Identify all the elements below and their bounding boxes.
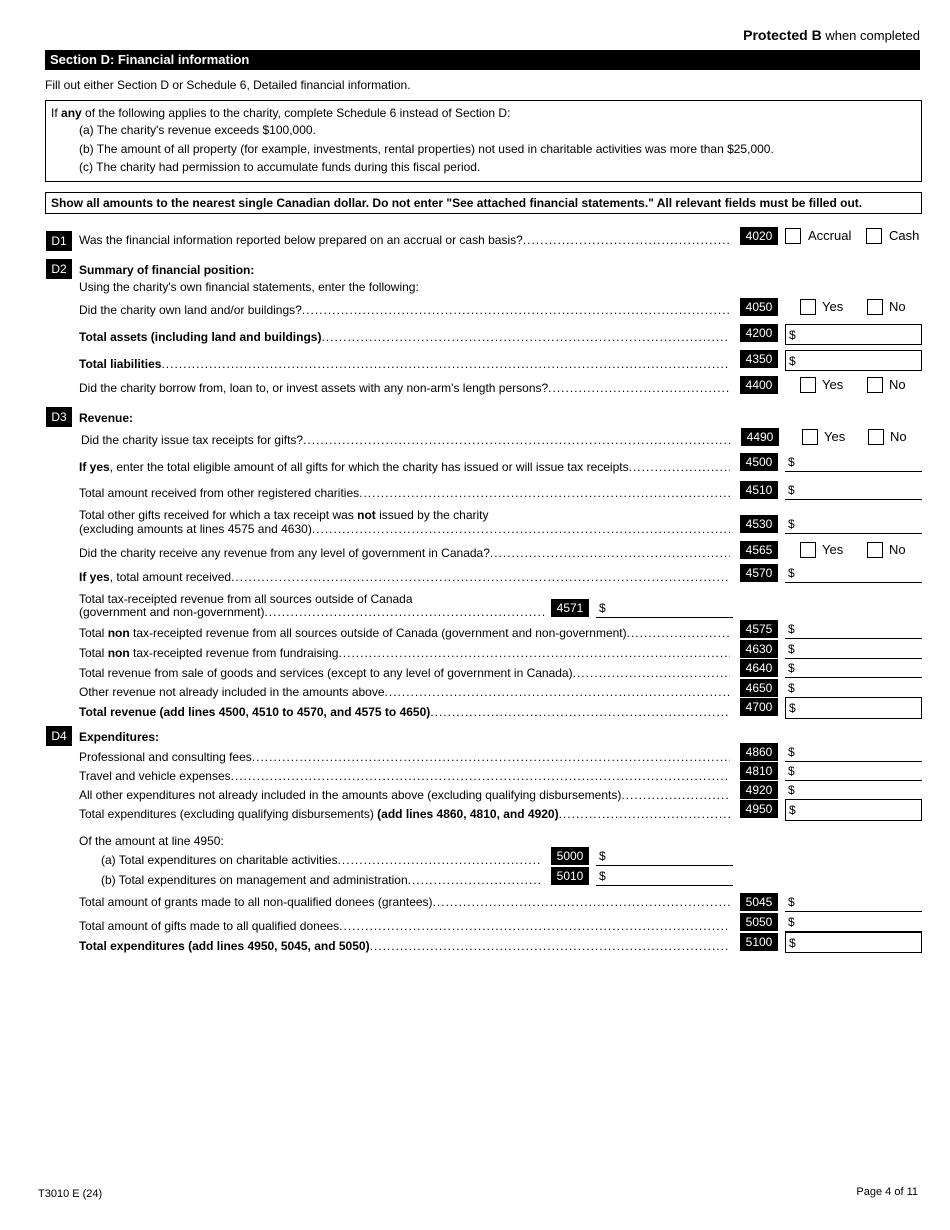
receipts-yes-checkbox[interactable] <box>802 429 818 445</box>
cash-checkbox[interactable] <box>866 228 882 244</box>
all-other-row: All other expenditures not already included in the amounts above (excluding qualifying disbursements) ..... <box>79 788 730 802</box>
grants-row: Total amount of grants made to all non-qualified donees (grantees) ..... <box>79 895 730 909</box>
other-gifts-row: (excluding amounts at lines 4575 and 4630) ..... <box>79 522 730 536</box>
notice-item-c: (c) The charity had permission to accumulate funds during this fiscal period. <box>79 160 481 174</box>
d2-code: D2 <box>46 259 72 279</box>
field-4920[interactable]: $ <box>785 780 922 800</box>
field-4950[interactable]: $ <box>785 799 922 821</box>
line-4575: 4575 <box>740 620 778 638</box>
borrow-question-row: Did the charity borrow from, loan to, or invest assets with any non-arm's length persons? ..... <box>79 381 730 395</box>
land-yes-label: Yes <box>822 299 844 314</box>
line-5100: 5100 <box>740 933 778 951</box>
field-4510[interactable]: $ <box>785 480 922 500</box>
land-no-label: No <box>889 299 906 314</box>
borrow-no-label: No <box>889 377 906 392</box>
notice-item-a: (a) The charity's revenue exceeds $100,000. <box>79 123 316 137</box>
page-number: Page 4 of 11 <box>856 1186 918 1198</box>
non-fundraising-row: Total non tax-receipted revenue from fundraising ..... <box>79 646 730 660</box>
total-revenue-row: Total revenue (add lines 4500, 4510 to 4570, and 4575 to 4650) ..... <box>79 705 730 719</box>
travel-row: Travel and vehicle expenses ..... <box>79 769 730 783</box>
field-4810[interactable]: $ <box>785 761 922 781</box>
field-4650[interactable]: $ <box>785 678 922 698</box>
other-gifts-line1: Total other gifts received for which a tax receipt was not issued by the charity <box>79 508 489 522</box>
line-4490: 4490 <box>741 428 779 446</box>
d4-title: Expenditures: <box>79 730 160 744</box>
line-5010: 5010 <box>551 867 589 885</box>
cash-label: Cash <box>889 228 920 243</box>
d1-code: D1 <box>46 231 72 251</box>
gifts-qualified-row: Total amount of gifts made to all qualified donees ..... <box>79 919 730 933</box>
form-number: T3010 E (24) <box>38 1188 103 1200</box>
line-4640: 4640 <box>740 659 778 677</box>
receipts-no-checkbox[interactable] <box>868 429 884 445</box>
d3-title: Revenue: <box>79 411 134 425</box>
total-liabilities-field[interactable]: $ <box>785 350 922 371</box>
non-outside-row: Total non tax-receipted revenue from all sources outside of Canada (government and non-government) ..... <box>79 626 730 640</box>
line-4530: 4530 <box>740 515 778 533</box>
total-assets-field[interactable]: $ <box>785 324 922 345</box>
field-5000[interactable]: $ <box>596 846 733 866</box>
land-no-checkbox[interactable] <box>867 299 883 315</box>
borrow-yes-checkbox[interactable] <box>800 377 816 393</box>
line-4810: 4810 <box>740 762 778 780</box>
field-4630[interactable]: $ <box>785 639 922 659</box>
assets-row: Total assets (including land and buildings) ..... <box>79 330 730 344</box>
notice-item-b: (b) The amount of all property (for example, investments, rental properties) not used in charitable activities was more than $25,000. <box>79 142 774 156</box>
field-5010[interactable]: $ <box>596 866 733 886</box>
land-question-row: Did the charity own land and/or buildings? ..... <box>79 303 730 317</box>
other-charities-row: Total amount received from other registered charities ..... <box>79 486 730 500</box>
accrual-checkbox[interactable] <box>785 228 801 244</box>
line-4650: 4650 <box>740 679 778 697</box>
field-5100[interactable]: $ <box>785 932 922 953</box>
receipts-question-row: Did the charity issue tax receipts for gifts? ..... <box>81 433 730 447</box>
schedule-6-notice: If any of the following applies to the charity, complete Schedule 6 instead of Section D: (a) The charity's revenue exceeds $100,000. (b) The amount of all property (for example, investments, rental properties) not used in charitable activities was more than $25,000. (c) The charity had permission to accumulate funds during this fiscal period. <box>45 100 922 182</box>
d2-title: Summary of financial position: <box>79 263 255 277</box>
professional-row: Professional and consulting fees ..... <box>79 750 730 764</box>
government-no-label: No <box>889 542 906 557</box>
section-title: Section D: Financial information <box>45 50 920 70</box>
ifyes-total-row: If yes, total amount received ..... <box>79 570 730 584</box>
protected-b-notice: Protected B when completed <box>743 27 920 43</box>
of-amount-label: Of the amount at line 4950: <box>79 834 224 848</box>
outside-line1: Total tax-receipted revenue from all sources outside of Canada <box>79 592 413 606</box>
field-4500[interactable]: $ <box>785 452 922 472</box>
liabilities-row: Total liabilities ..... <box>79 357 730 371</box>
line-4565: 4565 <box>740 541 778 559</box>
management-row: (b) Total expenditures on management and administration ..... <box>101 873 541 887</box>
line-4570: 4570 <box>740 564 778 582</box>
line-4860: 4860 <box>740 743 778 761</box>
other-revenue-row: Other revenue not already included in the amounts above ..... <box>79 685 730 699</box>
d1-question-row: Was the financial information reported below prepared on an accrual or cash basis? ..... <box>79 233 730 247</box>
government-yes-label: Yes <box>822 542 844 557</box>
receipts-no-label: No <box>890 429 907 444</box>
government-no-checkbox[interactable] <box>867 542 883 558</box>
d3-code: D3 <box>46 407 72 427</box>
borrow-no-checkbox[interactable] <box>867 377 883 393</box>
accrual-label: Accrual <box>808 228 852 243</box>
field-4530[interactable]: $ <box>785 514 922 534</box>
line-4500: 4500 <box>740 453 778 471</box>
ifyes-gifts-row: If yes, enter the total eligible amount of all gifts for which the charity has issued or will issue tax receipts ..... <box>79 460 730 474</box>
line-5050: 5050 <box>740 913 778 931</box>
line-4400: 4400 <box>740 376 778 394</box>
field-5045[interactable]: $ <box>785 892 922 912</box>
field-4571[interactable]: $ <box>596 598 733 618</box>
d4-code: D4 <box>46 726 72 746</box>
line-4020: 4020 <box>740 227 778 245</box>
outside-row: (government and non-government) ..... <box>79 605 545 619</box>
field-4700[interactable]: $ <box>785 697 922 719</box>
d2-subtitle: Using the charity's own financial statements, enter the following: <box>79 280 419 294</box>
government-question-row: Did the charity receive any revenue from any level of government in Canada? ..... <box>79 546 730 560</box>
line-4510: 4510 <box>740 481 778 499</box>
total-excl-row: Total expenditures (excluding qualifying disbursements) (add lines 4860, 4810, and 4920) ..... <box>79 807 730 821</box>
line-4700: 4700 <box>740 698 778 716</box>
receipts-yes-label: Yes <box>824 429 846 444</box>
sale-row: Total revenue from sale of goods and services (except to any level of government in Canada) ..... <box>79 666 730 680</box>
line-4950: 4950 <box>740 800 778 818</box>
field-4570[interactable]: $ <box>785 563 922 583</box>
line-4630: 4630 <box>740 640 778 658</box>
charitable-row: (a) Total expenditures on charitable activities ..... <box>101 853 541 867</box>
field-4640[interactable]: $ <box>785 658 922 678</box>
intro-text: Fill out either Section D or Schedule 6, Detailed financial information. <box>45 78 411 92</box>
land-yes-checkbox[interactable] <box>800 299 816 315</box>
amounts-note: Show all amounts to the nearest single Canadian dollar. Do not enter "See attached financial statements." All relevant fields must be filled out. <box>45 192 922 214</box>
line-4200: 4200 <box>740 324 778 342</box>
field-5050[interactable]: $ <box>785 912 922 932</box>
line-4050: 4050 <box>740 298 778 316</box>
borrow-yes-label: Yes <box>822 377 844 392</box>
total-expenditures-row: Total expenditures (add lines 4950, 5045, and 5050) ..... <box>79 939 730 953</box>
line-4920: 4920 <box>740 781 778 799</box>
line-5000: 5000 <box>551 847 589 865</box>
government-yes-checkbox[interactable] <box>800 542 816 558</box>
line-4571: 4571 <box>551 599 589 617</box>
field-4575[interactable]: $ <box>785 619 922 639</box>
line-4350: 4350 <box>740 350 778 368</box>
field-4860[interactable]: $ <box>785 742 922 762</box>
line-5045: 5045 <box>740 893 778 911</box>
